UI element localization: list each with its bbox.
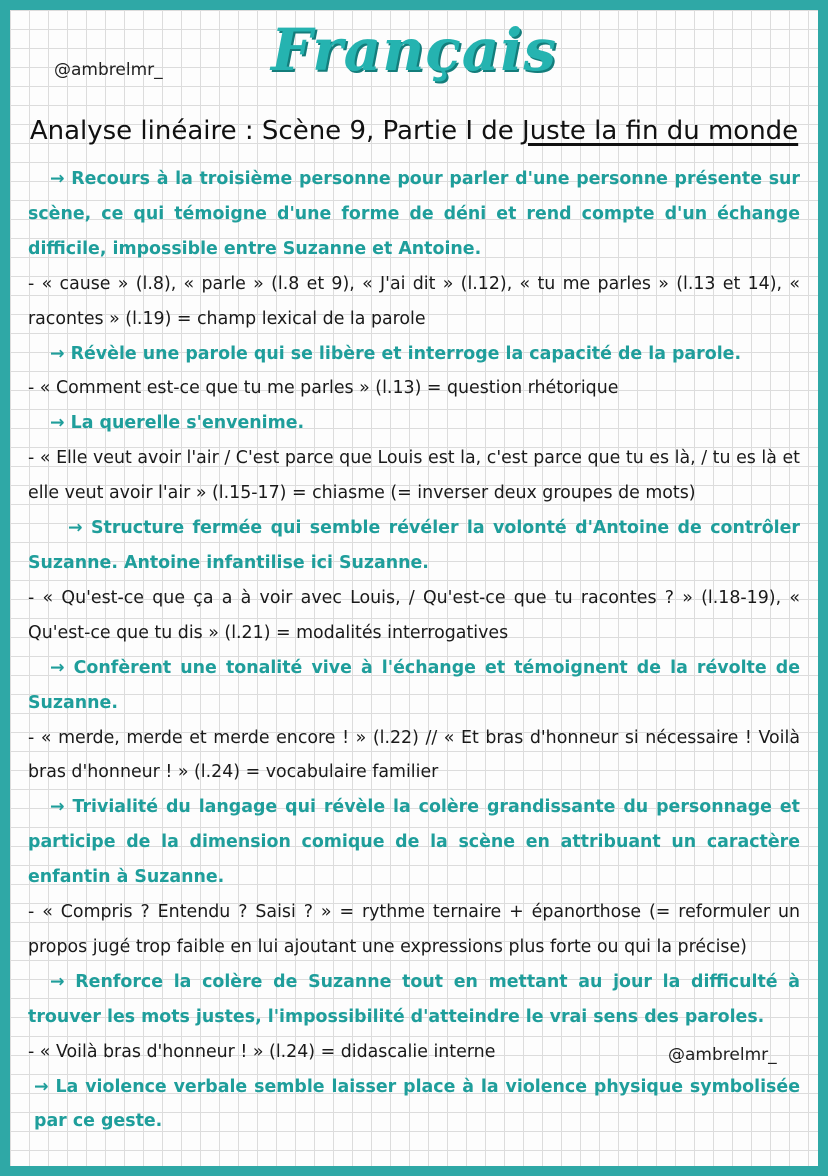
quote-example: - « cause » (l.8), « parle » (l.8 et 9), « J'ai dit » (l.12), « tu me parles » (l.13 et 14), « racontes » (l.19) = champ lexical de la parole xyxy=(28,273,800,329)
analysis-point: → Trivialité du langage qui révèle la colère grandissante du personnage et participe de la dimension comique de la scène en attribuant un caractère enfantin à Suzanne. xyxy=(28,797,800,888)
analysis-point: → Confèrent une tonalité vive à l'échange et témoignent de la révolte de Suzanne. xyxy=(28,657,800,713)
note-page xyxy=(10,10,818,1166)
subtitle-work-title: Juste la fin du monde xyxy=(522,116,799,146)
analysis-content xyxy=(28,162,800,1139)
analysis-point: → La violence verbale semble laisser place à la violence physique symbolisée par ce geste. xyxy=(34,1076,800,1132)
quote-example: - « merde, merde et merde encore ! » (l.22) // « Et bras d'honneur si nécessaire ! Voilà bras d'honneur ! » (l.24) = vocabulaire familier xyxy=(28,727,800,783)
analysis-point: → Révèle une parole qui se libère et interroge la capacité de la parole. xyxy=(50,343,742,364)
quote-example: - « Comment est-ce que tu me parles » (l.13) = question rhétorique xyxy=(28,378,619,399)
quote-example: - « Compris ? Entendu ? Saisi ? » = rythme ternaire + épanorthose (= reformuler un propos jugé trop faible en lui ajoutant une expressions plus forte ou qui la précise) xyxy=(28,902,800,957)
author-handle-top: @ambrelmr_ xyxy=(54,60,163,80)
subtitle-prefix: Analyse linéaire : Scène 9, Partie I de xyxy=(29,116,523,146)
analysis-point: → Renforce la colère de Suzanne tout en mettant au jour la difficulté à trouver les mots justes, l'impossibilité d'atteindre le vrai sens des paroles. xyxy=(28,971,800,1027)
author-handle-bottom: @ambrelmr_ xyxy=(668,1045,777,1065)
quote-example: - « Elle veut avoir l'air / C'est parce que Louis est la, c'est parce que tu es là, / tu es là et elle veut avoir l'air » (l.15-17) = chiasme (= inverser deux groupes de mots) xyxy=(28,448,800,504)
quote-example: - « Qu'est-ce que ça a à voir avec Louis, / Qu'est-ce que tu racontes ? » (l.18-19), « Qu'est-ce que tu dis » (l.21) = modalités interrogatives xyxy=(28,587,800,643)
analysis-point: → La querelle s'envenime. xyxy=(50,413,305,434)
page-title: Français xyxy=(270,16,558,84)
analysis-point: → Structure fermée qui semble révéler la volonté d'Antoine de contrôler Suzanne. Antoine infantilise ici Suzanne. xyxy=(28,518,800,573)
analysis-point: → Recours à la troisième personne pour parler d'une personne présente sur scène, ce qui témoigne d'une forme de déni et rend compte d'un échange difficile, impossible entre Suzanne et Antoine. xyxy=(28,169,800,259)
quote-example: - « Voilà bras d'honneur ! » (l.24) = didascalie interne xyxy=(28,1041,496,1062)
page-subtitle xyxy=(10,116,818,146)
